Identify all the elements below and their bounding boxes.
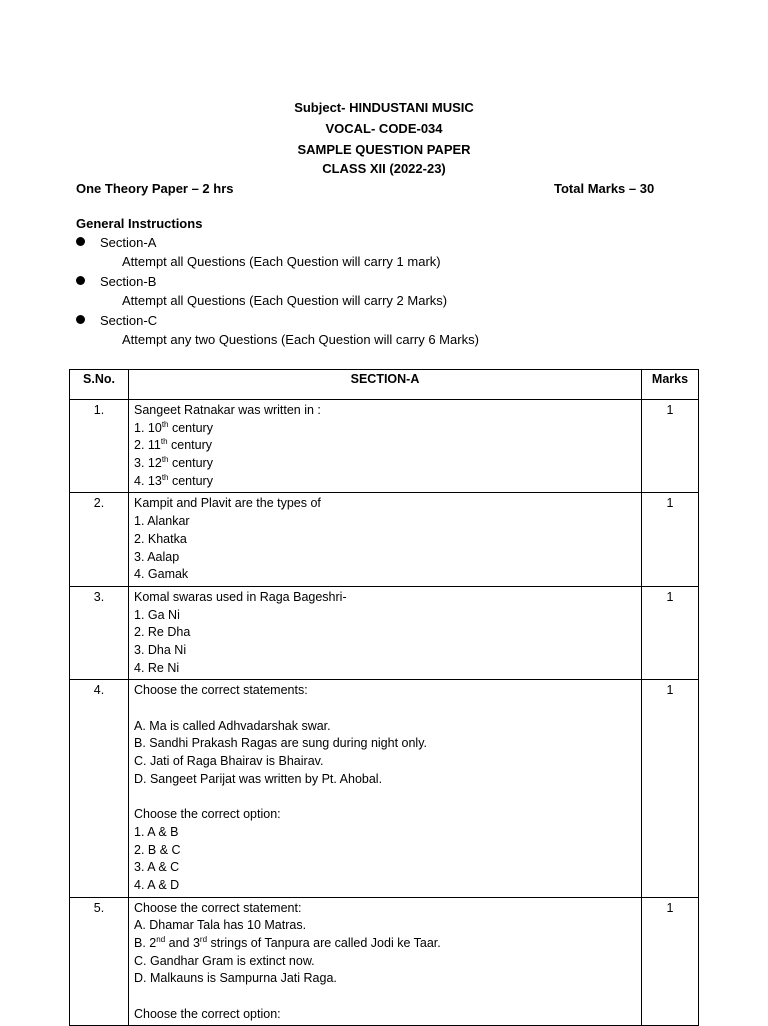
instruction-text-c: Attempt any two Questions (Each Question will carry 6 Marks) [122,332,479,347]
table-row [70,680,699,897]
section-name: Section-A [100,235,157,250]
question-line: 3. Dha Ni [134,642,187,657]
question-line: Sangeet Ratnakar was written in : [134,403,321,417]
question-marks: 1 [642,400,699,493]
line-fragment: 3. 12 [134,456,162,471]
instruction-text-b: Attempt all Questions (Each Question will carry 2 Marks) [122,293,448,308]
marks-header: Marks [642,370,699,400]
ordinal-suffix: th [161,419,169,429]
question-line: 3. A & C [134,860,180,875]
question-marks: 1 [642,493,699,586]
line-fragment: 2. 11 [134,438,161,453]
question-line: 1. Alankar [134,514,190,529]
question-line [134,420,637,438]
question-marks: 1 [642,897,699,1026]
question-cell [129,400,642,493]
question-number: 3. [70,586,129,679]
subject-title: Subject- HINDUSTANI MUSIC [294,100,474,115]
question-line: Komal swaras used in Raga Bageshri- [134,589,347,604]
paper-type-title: SAMPLE QUESTION PAPER [297,142,471,157]
bullet-icon [76,315,85,324]
ordinal-suffix: nd [156,934,166,944]
question-line: D. Sangeet Parijat was written by Pt. Ahobal. [134,771,383,786]
table-row [70,586,699,679]
question-line: 2. Khatka [134,531,187,546]
line-fragment: B. 2 [134,935,157,950]
question-line: Choose the correct statement: [134,900,302,915]
code-title: VOCAL- CODE-034 [325,121,443,136]
question-line: A. Dhamar Tala has 10 Matras. [134,918,307,933]
question-number: 5. [70,897,129,1026]
question-line [134,473,637,491]
paper-duration: One Theory Paper – 2 hrs [76,181,234,196]
instruction-section-b [76,274,156,289]
ordinal-suffix: th [161,472,169,482]
section-name: Section-C [100,313,158,328]
question-line: 3. Aalap [134,549,180,564]
question-line: 2. B & C [134,842,181,857]
question-line [134,988,637,1006]
question-marks: 1 [642,680,699,897]
line-fragment: century [168,473,213,488]
question-number: 4. [70,680,129,897]
question-line: Choose the correct option: [134,1006,281,1021]
question-line [134,700,637,718]
question-line [134,437,637,455]
question-line: A. Ma is called Adhvadarshak swar. [134,718,331,733]
line-fragment: 4. 13 [134,473,162,488]
line-fragment: strings of Tanpura are called Jodi ke Taar. [207,935,441,950]
table-row [70,897,699,1026]
question-number: 1. [70,400,129,493]
question-marks: 1 [642,586,699,679]
question-line: 1. Ga Ni [134,607,180,622]
question-cell [129,493,642,586]
bullet-icon [76,276,85,285]
question-line [134,935,637,953]
line-fragment: 1. 10 [134,420,162,435]
ordinal-suffix: th [161,455,169,465]
question-line [134,455,637,473]
section-name: Section-B [100,274,157,289]
question-line: 4. A & D [134,877,180,892]
question-line: B. Sandhi Prakash Ragas are sung during night only. [134,736,428,751]
bullet-icon [76,237,85,246]
table-row [70,400,699,493]
question-line: 1. A & B [134,824,179,839]
question-cell [129,897,642,1026]
line-fragment: century [168,456,213,471]
instruction-section-c [76,313,157,328]
question-line: Choose the correct option: [134,807,281,822]
ordinal-suffix: th [160,437,168,447]
line-fragment: and 3 [165,935,200,950]
question-line: 2. Re Dha [134,625,191,640]
ordinal-suffix: rd [199,934,208,944]
class-title: CLASS XII (2022-23) [322,161,446,176]
question-line: Kampit and Plavit are the types of [134,496,321,511]
instruction-section-a [76,235,156,250]
question-number: 2. [70,493,129,586]
question-line [134,788,637,806]
total-marks: Total Marks – 30 [554,181,655,196]
table-header-row [70,370,699,400]
line-fragment: century [168,420,213,435]
question-cell [129,680,642,897]
questions-table [69,369,699,1026]
question-line: 4. Gamak [134,567,189,582]
line-fragment: century [167,438,213,453]
question-line: C. Jati of Raga Bhairav is Bhairav. [134,754,324,769]
table-row [70,493,699,586]
instructions-title: General Instructions [76,216,203,231]
section-header: SECTION-A [129,370,642,400]
question-line: 4. Re Ni [134,660,180,675]
question-line: Choose the correct statements: [134,683,308,698]
questions-body [70,400,699,1026]
question-line: D. Malkauns is Sampurna Jati Raga. [134,971,337,986]
question-line: C. Gandhar Gram is extinct now. [134,953,315,968]
instruction-text-a: Attempt all Questions (Each Question will carry 1 mark) [122,254,441,269]
question-cell [129,586,642,679]
sno-header: S.No. [70,370,129,400]
